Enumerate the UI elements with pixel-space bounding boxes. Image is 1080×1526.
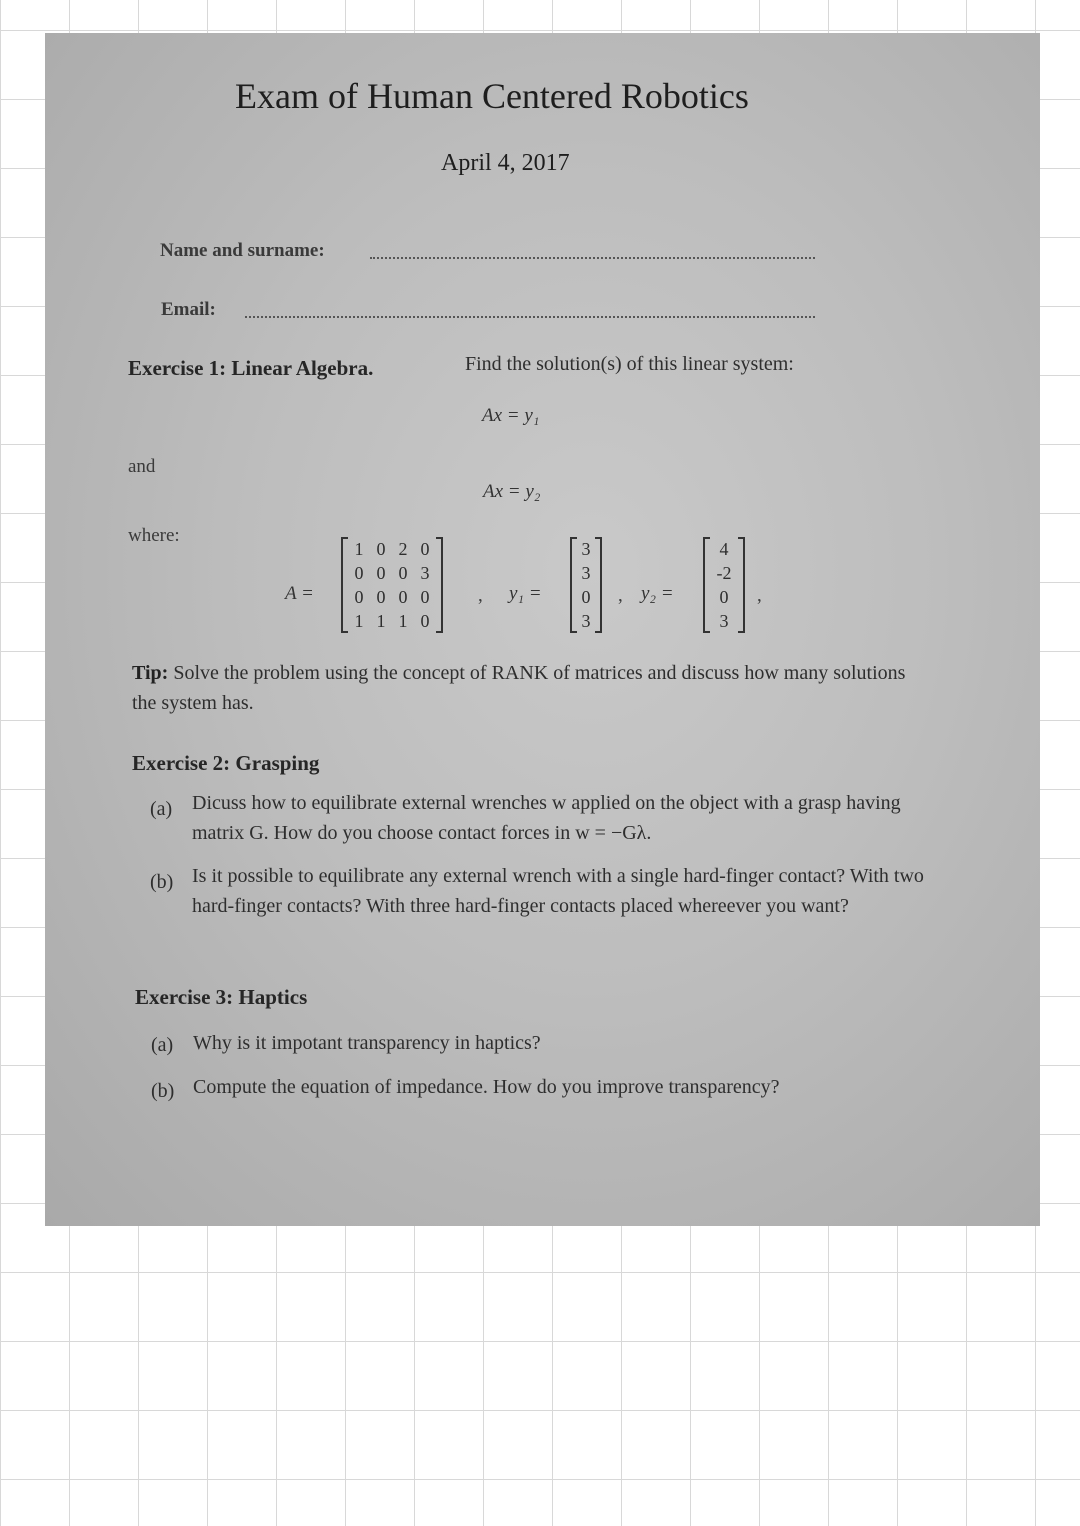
vector-y1-label: y₁ = xyxy=(509,583,542,604)
tip-text: Solve the problem using the concept of RANK of matrices and discuss how many solutions the system has. xyxy=(132,662,906,714)
email-dotted-line xyxy=(245,316,815,318)
vector-y2 xyxy=(703,537,745,633)
exam-date: April 4, 2017 xyxy=(441,150,570,176)
vector-y1-cell: 0 xyxy=(581,587,591,607)
matrix-a-cell: 0 xyxy=(420,611,430,631)
exam-photo xyxy=(45,33,1040,1226)
exercise2-b-label: (b) xyxy=(150,871,174,893)
comma: , xyxy=(618,585,623,606)
matrix-a-cell: 0 xyxy=(420,539,430,559)
exercise1-heading: Exercise 1: Linear Algebra. xyxy=(128,356,374,380)
left-bracket xyxy=(341,537,348,633)
vector-y1-cells xyxy=(577,537,595,633)
tip-paragraph xyxy=(132,658,932,718)
exercise2-b-text: Is it possible to equilibrate any external wrench with a single hard-finger contact? With two hard-finger contacts? With three hard-finger contacts placed whereever you want? xyxy=(192,865,924,917)
vector-y2-cell: 0 xyxy=(719,587,729,607)
email-label: Email: xyxy=(161,299,216,320)
matrix-a-cell: 2 xyxy=(398,539,408,559)
vector-y1-cell: 3 xyxy=(581,563,591,583)
vector-y1 xyxy=(570,537,602,633)
right-bracket xyxy=(595,537,602,633)
exercise3-a-label: (a) xyxy=(151,1034,174,1056)
matrix-a-cell: 0 xyxy=(354,563,364,583)
matrix-a-cell: 0 xyxy=(376,563,386,583)
matrix-a-cell: 0 xyxy=(420,587,430,607)
exercise2-a-label: (a) xyxy=(150,798,173,820)
vector-y2-cells xyxy=(710,537,738,633)
matrix-a-cell: 3 xyxy=(420,563,430,583)
tip-label: Tip: xyxy=(132,662,169,684)
vector-y2-cell: 3 xyxy=(719,611,729,631)
exam-title: Exam of Human Centered Robotics xyxy=(235,76,749,116)
right-bracket xyxy=(738,537,745,633)
right-bracket xyxy=(436,537,443,633)
where-text: where: xyxy=(128,525,180,546)
matrix-a-cells xyxy=(348,537,436,633)
vector-y1-cell: 3 xyxy=(581,539,591,559)
vector-y1-cell: 3 xyxy=(581,611,591,631)
vector-y2-cell: -2 xyxy=(716,563,732,583)
vector-y2-cell: 4 xyxy=(719,539,729,559)
vector-y2-label: y₂ = xyxy=(641,583,674,604)
left-bracket xyxy=(703,537,710,633)
equation-2: Ax = y₂ xyxy=(483,481,541,502)
matrix-a-cell: 0 xyxy=(354,587,364,607)
matrix-a-cell: 0 xyxy=(376,539,386,559)
exercise3-b-text: Compute the equation of impedance. How do you improve transparency? xyxy=(193,1076,780,1098)
matrix-a-cell: 1 xyxy=(354,611,364,631)
equation-1: Ax = y₁ xyxy=(482,405,540,426)
and-text: and xyxy=(128,456,156,477)
matrix-a-label: A = xyxy=(285,583,314,604)
comma: , xyxy=(757,585,762,606)
name-label: Name and surname: xyxy=(160,240,325,261)
exercise2-heading: Exercise 2: Grasping xyxy=(132,751,320,775)
matrix-a-cell: 0 xyxy=(376,587,386,607)
matrix-a-cell: 1 xyxy=(398,611,408,631)
matrix-a-cell: 0 xyxy=(398,587,408,607)
comma: , xyxy=(478,585,483,606)
exercise2-a-text: Dicuss how to equilibrate external wrenches w applied on the object with a grasp having matrix G. How do you choose contact forces in w = −Gλ. xyxy=(192,792,901,844)
matrix-a-cell: 1 xyxy=(376,611,386,631)
matrix-a-cell: 1 xyxy=(354,539,364,559)
exercise3-b-label: (b) xyxy=(151,1080,175,1102)
matrix-a xyxy=(341,537,443,633)
matrix-a-cell: 0 xyxy=(398,563,408,583)
exercise1-intro: Find the solution(s) of this linear system: xyxy=(465,353,794,375)
name-dotted-line xyxy=(370,257,815,259)
exercise3-a-text: Why is it impotant transparency in haptics? xyxy=(193,1032,541,1054)
exercise3-heading: Exercise 3: Haptics xyxy=(135,985,308,1009)
left-bracket xyxy=(570,537,577,633)
